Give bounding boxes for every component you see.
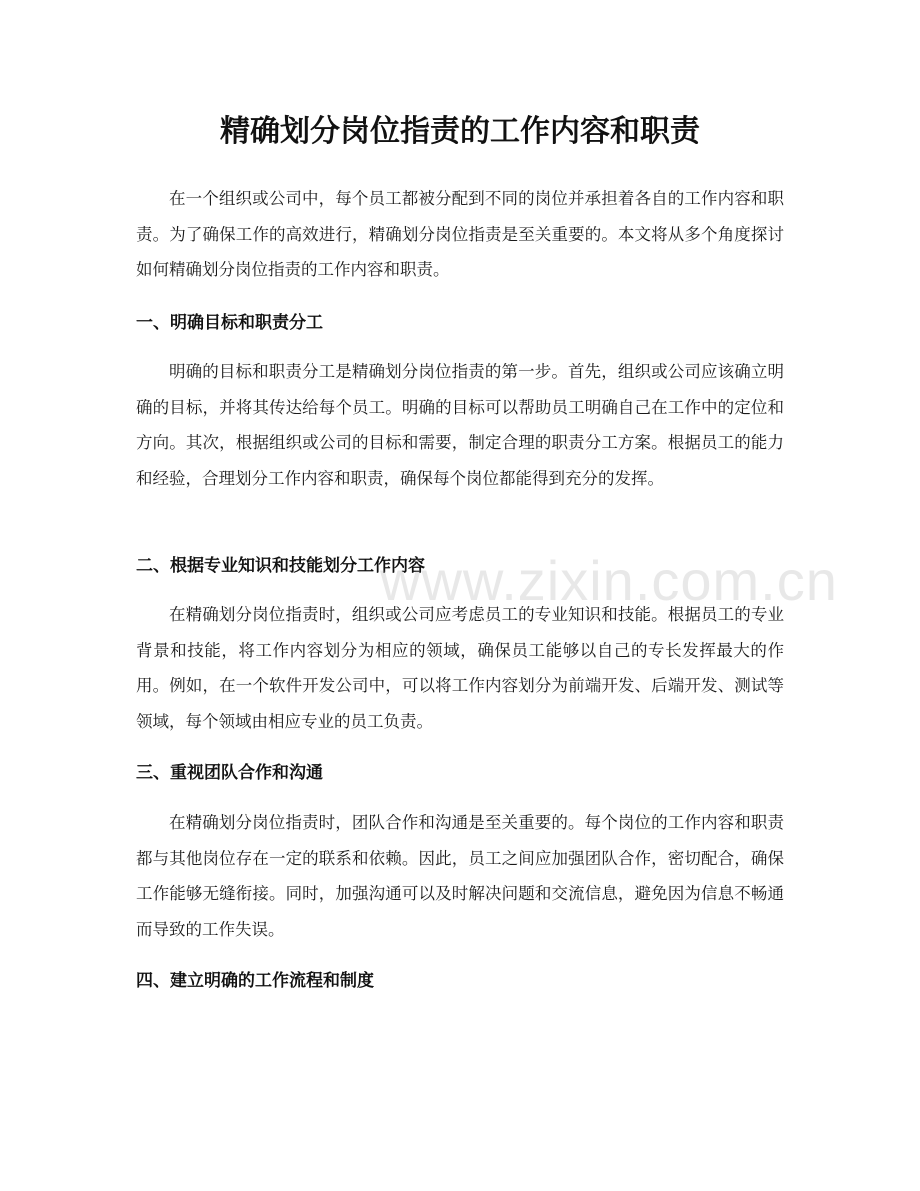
section-3-heading: 三、重视团队合作和沟通 xyxy=(136,763,323,783)
intro-paragraph: 在一个组织或公司中，每个员工都被分配到不同的岗位并承担着各自的工作内容和职责。为了确保工作的高效进行，精确划分岗位指责是至关重要的。本文将从多个角度探讨如何精确划分岗位指责的工作内容和职责。 xyxy=(136,189,784,279)
watermark: www.zixin.com.cn xyxy=(380,549,838,612)
section-1-paragraph: 明确的目标和职责分工是精确划分岗位指责的第一步。首先，组织或公司应该确立明确的目标，并将其传达给每个员工。明确的目标可以帮助员工明确自己在工作中的定位和方向。其次，根据组织或公司的目标和需要，制定合理的职责分工方案。根据员工的能力和经验，合理划分工作内容和职责，确保每个岗位都能得到充分的发挥。 xyxy=(136,362,784,488)
section-3-paragraph: 在精确划分岗位指责时，团队合作和沟通是至关重要的。每个岗位的工作内容和职责都与其他岗位存在一定的联系和依赖。因此，员工之间应加强团队合作，密切配合，确保工作能够无缝衔接。同时，加强沟通可以及时解决问题和交流信息，避免因为信息不畅通而导致的工作失误。 xyxy=(136,813,784,939)
section-2-paragraph: 在精确划分岗位指责时，组织或公司应考虑员工的专业知识和技能。根据员工的专业背景和技能，将工作内容划分为相应的领域，确保员工能够以自己的专长发挥最大的作用。例如，在一个软件开发公司中，可以将工作内容划分为前端开发、后端开发、测试等领域，每个领域由相应专业的员工负责。 xyxy=(136,605,784,731)
section-2-heading: 二、根据专业知识和技能划分工作内容 xyxy=(136,556,425,576)
section-1-heading: 一、明确目标和职责分工 xyxy=(136,313,323,333)
document-title: 精确划分岗位指责的工作内容和职责 xyxy=(220,114,700,149)
section-4-heading: 四、建立明确的工作流程和制度 xyxy=(136,971,374,991)
